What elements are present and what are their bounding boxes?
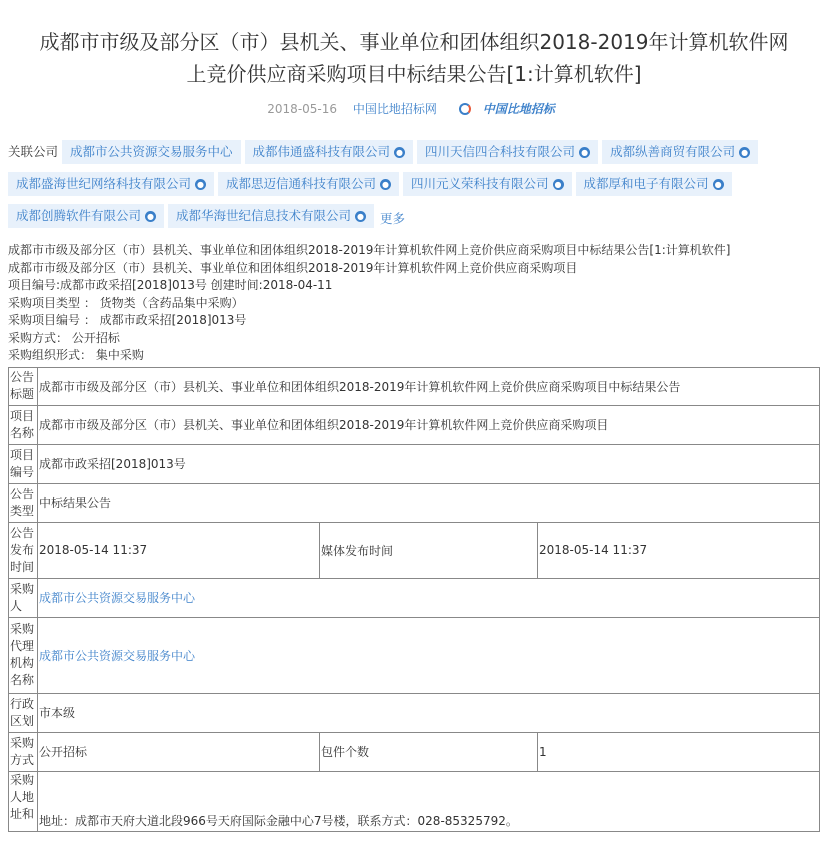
field-label: 采购人地址和	[9, 771, 38, 831]
field-value: 市本级	[38, 693, 820, 732]
company-tag[interactable]	[602, 140, 758, 164]
location-pin-icon: ●	[739, 147, 750, 158]
field-label: 媒体发布时间	[320, 522, 538, 578]
field-value: 中标结果公告	[38, 483, 820, 522]
field-label: 项目名称	[9, 405, 38, 444]
table-row	[9, 617, 820, 693]
body-line: 项目编号:成都市政采招[2018]013号 创建时间:2018-04-11	[8, 278, 333, 292]
company-name: 成都纵善商贸有限公司	[610, 144, 736, 159]
company-tag[interactable]	[417, 140, 598, 164]
field-label: 采购代理机构名称	[9, 617, 38, 693]
field-label: 行政区划	[9, 693, 38, 732]
body-line: 采购方式： 公开招标	[8, 330, 120, 345]
purchaser-link[interactable]: 成都市公共资源交易服务中心	[39, 591, 196, 605]
body-line: 成都市市级及部分区（市）县机关、事业单位和团体组织2018-2019年计算机软件网上竞价供应商采购项目中标结果公告[1:计算机软件]	[8, 243, 731, 257]
field-label: 公告发布时间	[9, 522, 38, 578]
title-line-1: 成都市市级及部分区（市）县机关、事业单位和团体组织2018-2019年计算机软件网	[39, 30, 789, 54]
company-name: 成都伟通盛科技有限公司	[252, 144, 391, 159]
company-tag[interactable]	[8, 172, 214, 196]
body-line: 采购组织形式： 集中采购	[8, 348, 144, 362]
field-value: 成都市市级及部分区（市）县机关、事业单位和团体组织2018-2019年计算机软件网上竞价供应商采购项目	[38, 405, 820, 444]
location-pin-icon: ●	[394, 147, 405, 158]
field-value: 公开招标	[38, 732, 320, 771]
field-value	[38, 617, 820, 693]
company-name: 成都厚和电子有限公司	[583, 176, 709, 191]
company-name: 四川元义荣科技有限公司	[411, 176, 549, 191]
company-tag[interactable]	[8, 204, 164, 228]
location-pin-icon: ●	[355, 211, 366, 222]
body-line: 采购项目编号 ： 成都市政采招[2018]013号	[8, 313, 247, 327]
table-row	[9, 367, 820, 405]
meta-bar	[0, 98, 828, 118]
field-label: 采购方式	[9, 732, 38, 771]
table-row	[9, 405, 820, 444]
table-row	[9, 522, 820, 578]
company-name: 成都市公共资源交易服务中心	[70, 144, 233, 159]
body-line: 成都市市级及部分区（市）县机关、事业单位和团体组织2018-2019年计算机软件网上竞价供应商采购项目	[8, 260, 578, 275]
field-value: 地址：成都市天府大道北段966号天府国际金融中心7号楼，联系方式：028-85325792。	[38, 771, 820, 831]
more-companies-link[interactable]: 更多	[380, 211, 406, 226]
location-pin-icon: ●	[145, 211, 156, 222]
table-row	[9, 444, 820, 483]
location-pin-icon: ●	[553, 179, 564, 190]
company-tag[interactable]	[62, 140, 241, 164]
field-label: 公告类型	[9, 483, 38, 522]
location-pin-icon: ●	[713, 179, 724, 190]
related-companies	[0, 140, 828, 236]
company-tag[interactable]	[218, 172, 399, 196]
publish-date: 2018-05-16	[267, 101, 338, 116]
source-link[interactable]: 中国比地招标网	[352, 101, 437, 116]
agency-link[interactable]: 成都市公共资源交易服务中心	[39, 648, 196, 663]
location-pin-icon: ●	[579, 147, 590, 158]
field-value: 2018-05-14 11:37	[538, 522, 820, 578]
logo-text: 中国比地招标	[482, 101, 555, 116]
body-line: 采购项目类型 ： 货物类（含药品集中采购）	[8, 295, 244, 310]
table-row	[9, 732, 820, 771]
page-title	[8, 0, 820, 90]
field-value: 成都市政采招[2018]013号	[38, 444, 820, 483]
field-value: 2018-05-14 11:37	[38, 522, 320, 578]
company-name: 成都思迈信通科技有限公司	[226, 176, 377, 191]
location-pin-icon: ●	[195, 179, 206, 190]
company-tag[interactable]	[576, 172, 732, 196]
table-row	[9, 483, 820, 522]
table-row	[9, 578, 820, 617]
field-label: 采购人	[9, 578, 38, 617]
table-row	[9, 693, 820, 732]
logo-icon	[459, 103, 471, 115]
field-value: 成都市市级及部分区（市）县机关、事业单位和团体组织2018-2019年计算机软件网上竞价供应商采购项目中标结果公告	[38, 367, 820, 405]
related-companies-label: 关联公司	[8, 144, 59, 159]
company-name: 成都盛海世纪网络科技有限公司	[16, 176, 192, 191]
title-line-2: 上竞价供应商采购项目中标结果公告[1:计算机软件]	[186, 62, 642, 86]
company-name: 成都创腾软件有限公司	[16, 208, 142, 223]
location-pin-icon: ●	[380, 179, 391, 190]
company-name: 四川天信四合科技有限公司	[425, 144, 576, 159]
company-tag[interactable]	[403, 172, 572, 196]
company-name: 成都华海世纪信息技术有限公司	[176, 208, 352, 223]
field-label: 公告标题	[9, 367, 38, 405]
company-tag[interactable]	[168, 204, 374, 228]
site-logo	[453, 98, 561, 119]
notice-info-table	[8, 367, 820, 832]
field-value	[38, 578, 820, 617]
company-tag[interactable]	[245, 140, 414, 164]
field-label: 包件个数	[320, 732, 538, 771]
table-row	[9, 771, 820, 831]
notice-body	[0, 242, 828, 365]
field-label: 项目编号	[9, 444, 38, 483]
field-value: 1	[538, 732, 820, 771]
